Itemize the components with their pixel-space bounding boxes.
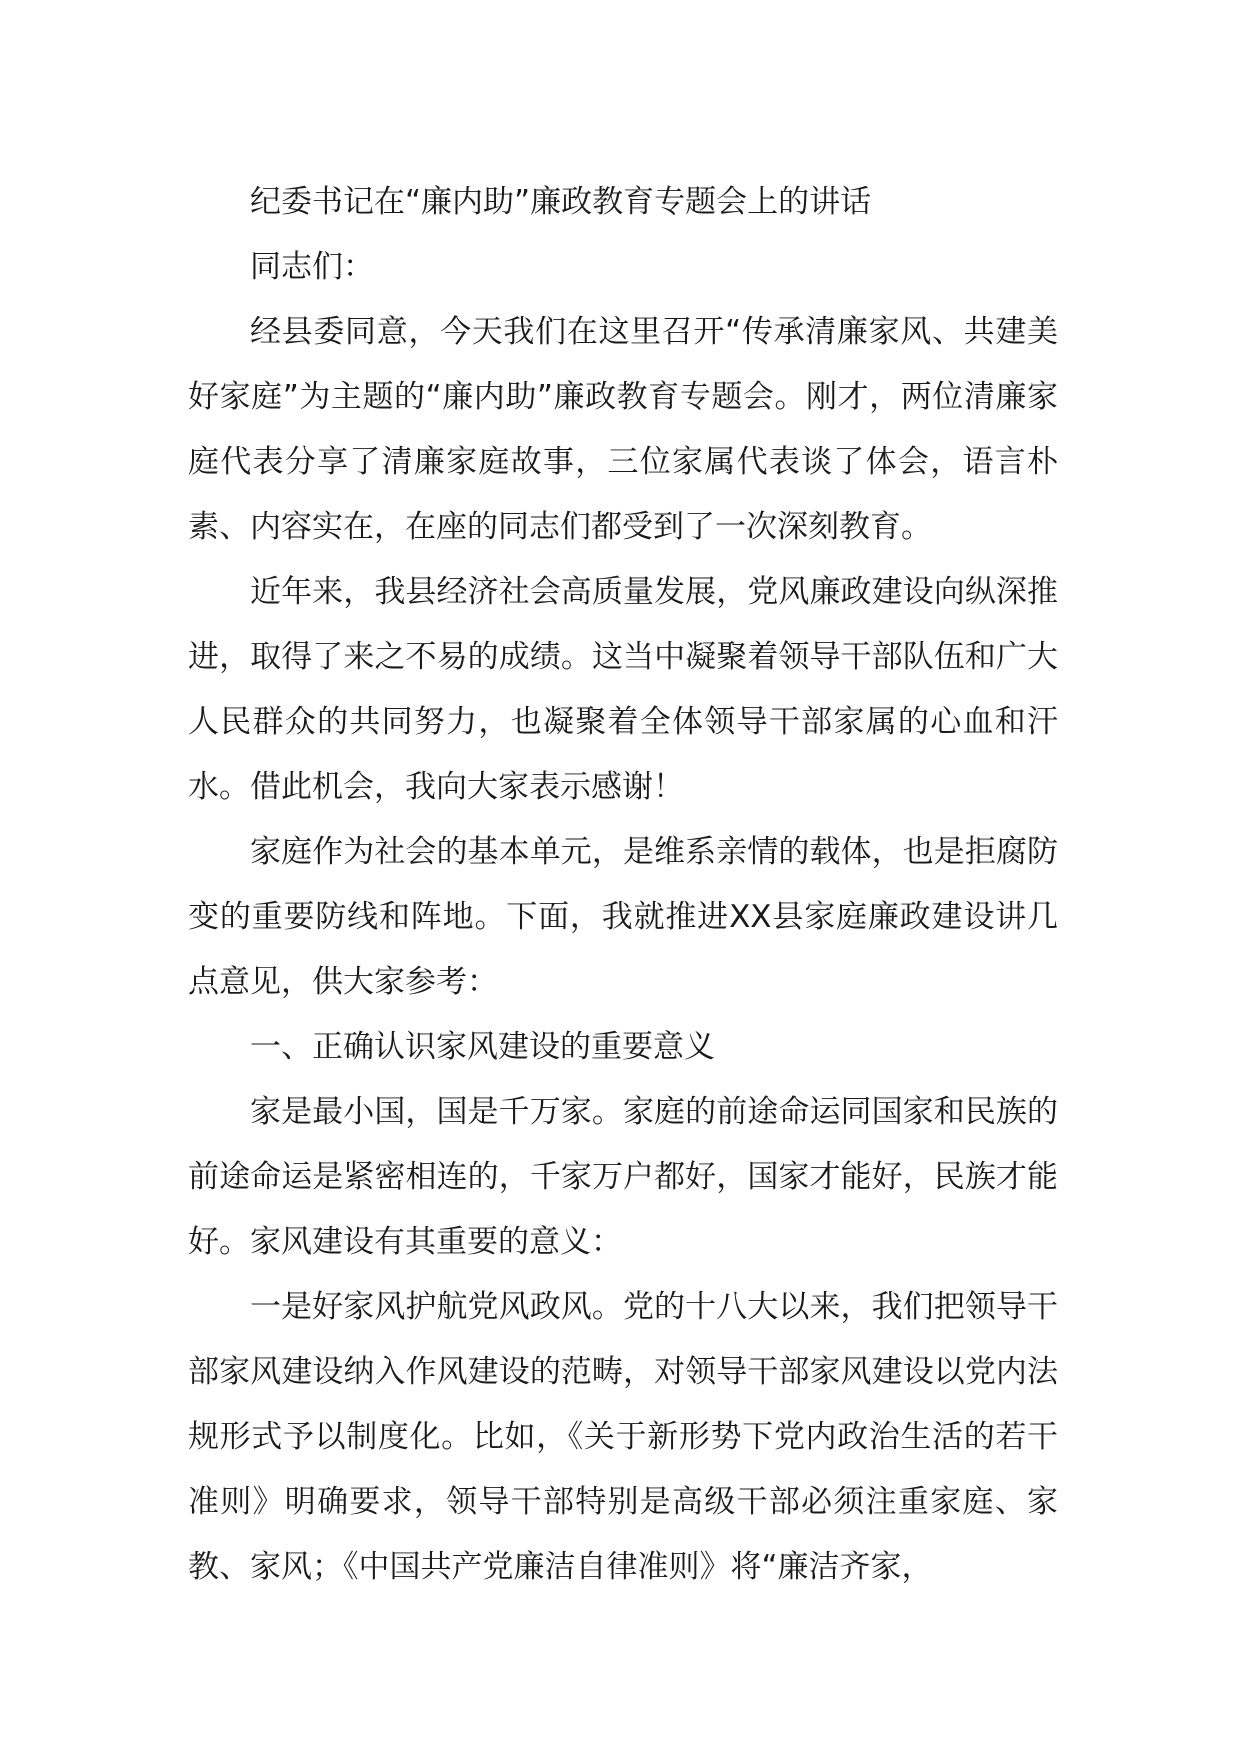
paragraph-1: 经县委同意，今天我们在这里召开“传承清廉家风、共建美好家庭”为主题的“廉内助”廉政教育专题会。刚才，两位清廉家庭代表分享了清廉家庭故事，三位家属代表谈了体会，语言朴素、内容实在，在座的同志们都受到了一次深刻教育。 (188, 314, 1058, 545)
paragraph-3: 家庭作为社会的基本单元，是维系亲情的载体，也是拒腐防变的重要防线和阵地。下面，我就推进XX县家庭廉政建设讲几点意见，供大家参考： (188, 834, 1058, 1000)
paragraph-5: 一是好家风护航党风政风。党的十八大以来，我们把领导干部家风建设纳入作风建设的范畴，对领导干部家风建设以党内法规形式予以制度化。比如，《关于新形势下党内政治生活的若干准则》明确要求，领导干部特别是高级干部必须注重家庭、家教、家风；《中国共产党廉洁自律准则》将“廉洁齐家， (188, 1289, 1058, 1585)
salutation: 同志们： (250, 249, 374, 285)
document-title: 纪委书记在“廉内助”廉政教育专题会上的讲话 (250, 184, 872, 220)
paragraph-4: 家是最小国，国是千万家。家庭的前途命运同国家和民族的前途命运是紧密相连的，千家万户都好，国家才能好，民族才能好。家风建设有其重要的意义： (188, 1094, 1058, 1260)
document-body (188, 170, 1058, 1600)
section-heading-1: 一、正确认识家风建设的重要意义 (250, 1029, 715, 1065)
paragraph-2: 近年来，我县经济社会高质量发展，党风廉政建设向纵深推进，取得了来之不易的成绩。这当中凝聚着领导干部队伍和广大人民群众的共同努力，也凝聚着全体领导干部家属的心血和汗水。借此机会，我向大家表示感谢！ (188, 574, 1058, 805)
